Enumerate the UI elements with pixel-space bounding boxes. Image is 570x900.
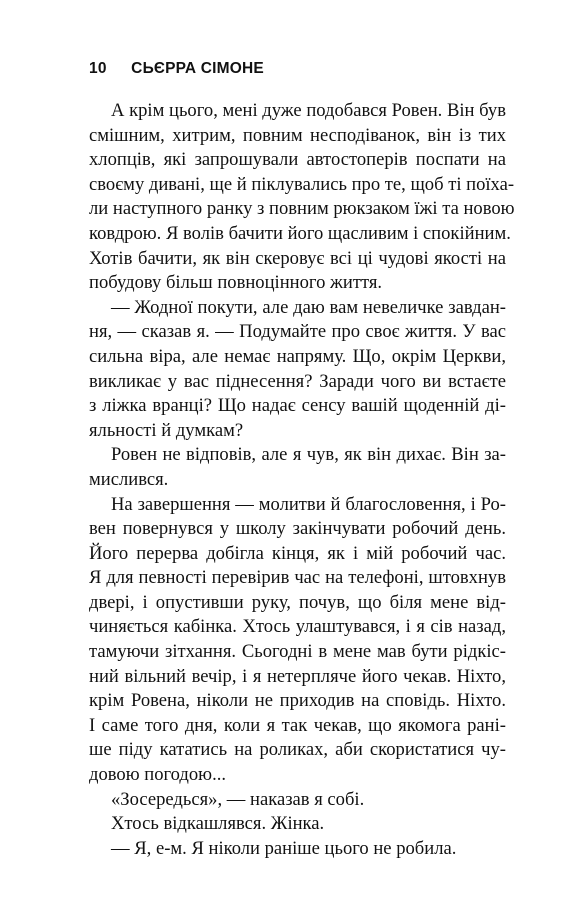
- text-line: тамуючи зітхання. Сьогодні в мене мав бути рідкіс-: [89, 641, 506, 663]
- text-line: Ровен не відповів, але я чув, як він дихає. Він за-: [111, 444, 506, 466]
- text-line: — Жодної покути, але даю вам невеличке завдан-: [111, 296, 506, 318]
- text-line: крім Ровена, ніколи не приходив на сповідь. Ніхто.: [89, 690, 506, 712]
- body-text: [89, 99, 515, 861]
- text-line: побудову більш повноцінного життя.: [89, 272, 383, 294]
- text-line: смішним, хитрим, повним несподіванок, він із тих: [89, 124, 506, 146]
- text-line: На завершення — молитви й благословення, і Ро-: [111, 493, 506, 515]
- text-line: ковдрою. Я волів бачити його щасливим і спокійним.: [89, 222, 511, 244]
- text-line: яльності й думкам?: [89, 419, 244, 441]
- text-line: І саме того дня, коли я так чекав, що якомога рані-: [89, 714, 506, 736]
- text-line: викликає у вас піднесення? Заради чого ви встаєте: [89, 370, 506, 392]
- text-line: А крім цього, мені дуже подобався Ровен. Він був: [111, 100, 506, 121]
- text-line: ня, — сказав я. — Подумайте про своє життя. У вас: [89, 321, 506, 343]
- text-line: ли наступного ранку з повним рюкзаком їжі та новою: [89, 198, 515, 220]
- text-line: чиняється кабінка. Хтось улаштувався, і я сів назад,: [89, 616, 506, 638]
- page-number: 10: [89, 60, 107, 77]
- text-line: своєму дивані, ще й піклувались про те, щоб ті поїха-: [89, 173, 515, 195]
- running-header: [89, 60, 264, 78]
- text-line: ше піду кататись на роликах, аби скористатися чу-: [89, 739, 506, 761]
- text-line: хлопців, які запрошували автостоперів поспати на: [89, 149, 506, 171]
- text-line: мислився.: [89, 468, 169, 490]
- text-line: довою погодою...: [89, 764, 227, 786]
- text-line: ний вільний вечір, і я нетерпляче його чекав. Ніхто,: [89, 665, 506, 687]
- text-line: Хотів бачити, як він скеровує всі ці чудові якості на: [89, 247, 506, 269]
- text-line: вен повернувся у школу закінчувати робочий день.: [89, 518, 506, 540]
- text-line: «Зосередься», — наказав я собі.: [111, 788, 365, 810]
- running-title: СЬЄРРА СІМОНЕ: [131, 60, 264, 77]
- text-line: Хтось відкашлявся. Жінка.: [111, 813, 325, 835]
- text-line: сильна віра, але немає напряму. Що, окрім Церкви,: [89, 345, 506, 367]
- text-line: Я для певності перевірив час на телефоні, штовхнув: [89, 567, 506, 589]
- text-line: з ліжка вранці? Що надає сенсу вашій щоденній ді-: [89, 395, 506, 417]
- text-line: — Я, е-м. Я ніколи раніше цього не робила.: [111, 837, 457, 859]
- text-line: двері, і опустивши руку, почув, що біля мене від-: [89, 591, 506, 613]
- text-line: Його перерва добігла кінця, як і мій робочий час.: [89, 542, 506, 564]
